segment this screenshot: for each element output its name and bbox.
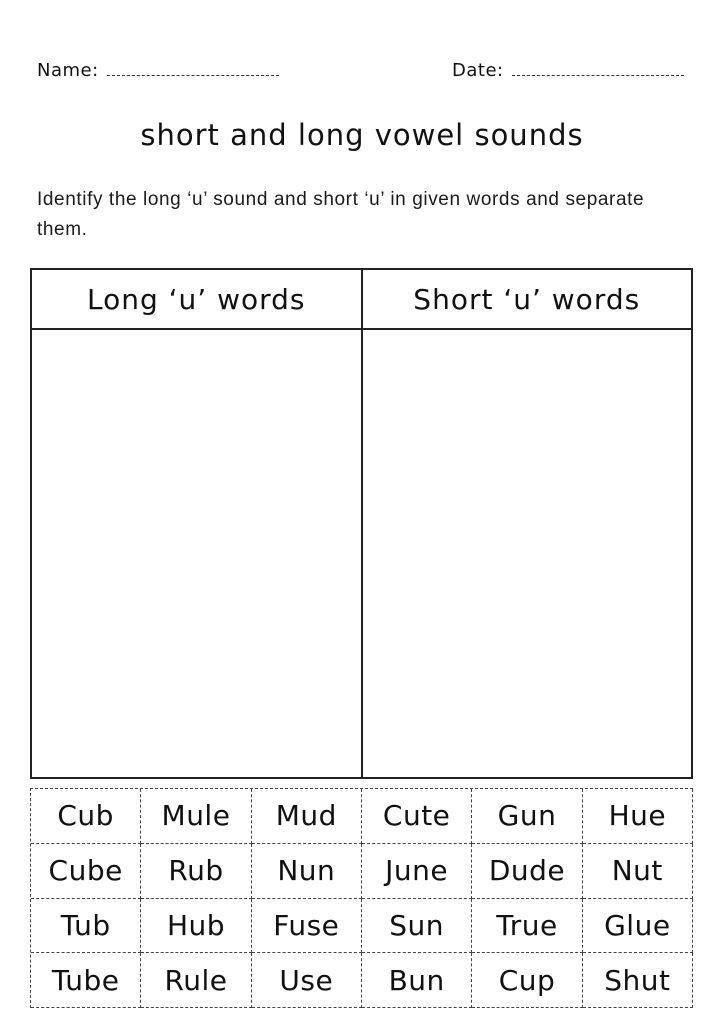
word-card[interactable]: Cup	[472, 953, 582, 1008]
date-label: Date:	[452, 60, 504, 81]
word-card[interactable]: Gun	[472, 789, 582, 844]
word-card[interactable]: Tub	[31, 899, 141, 954]
word-card[interactable]: Cute	[362, 789, 472, 844]
word-card[interactable]: Cub	[31, 789, 141, 844]
worksheet-title: short and long vowel sounds	[140, 118, 584, 152]
word-card[interactable]: Fuse	[252, 899, 362, 954]
short-u-column	[361, 270, 692, 777]
long-u-header: Long ‘u’ words	[32, 270, 361, 330]
instructions-text: Identify the long ‘u’ sound and short ‘u’ in given words and separate them.	[37, 189, 645, 240]
word-card[interactable]: Use	[252, 953, 362, 1008]
word-card[interactable]: Glue	[583, 899, 693, 954]
word-card[interactable]: Mud	[252, 789, 362, 844]
word-card[interactable]: Nun	[252, 844, 362, 899]
short-u-drop-area[interactable]	[363, 330, 692, 777]
word-card[interactable]: True	[472, 899, 582, 954]
word-card[interactable]: Tube	[31, 953, 141, 1008]
long-u-drop-area[interactable]	[32, 330, 361, 777]
short-u-header: Short ‘u’ words	[363, 270, 692, 330]
long-u-column	[32, 270, 361, 777]
word-card[interactable]: Rule	[141, 953, 251, 1008]
word-card[interactable]: Sun	[362, 899, 472, 954]
word-card[interactable]: Nut	[583, 844, 693, 899]
sorting-table	[30, 268, 693, 779]
word-card[interactable]: Mule	[141, 789, 251, 844]
word-card-grid	[30, 788, 693, 1008]
date-field[interactable]	[452, 60, 684, 81]
word-card[interactable]: Hue	[583, 789, 693, 844]
date-blank-line[interactable]	[512, 61, 684, 76]
name-label: Name:	[37, 60, 99, 81]
word-card[interactable]: Dude	[472, 844, 582, 899]
name-blank-line[interactable]	[107, 61, 279, 76]
name-field[interactable]	[37, 60, 279, 81]
word-card[interactable]: Bun	[362, 953, 472, 1008]
word-card[interactable]: Rub	[141, 844, 251, 899]
word-card[interactable]: Cube	[31, 844, 141, 899]
word-card[interactable]: Hub	[141, 899, 251, 954]
word-card[interactable]: Shut	[583, 953, 693, 1008]
word-card[interactable]: June	[362, 844, 472, 899]
